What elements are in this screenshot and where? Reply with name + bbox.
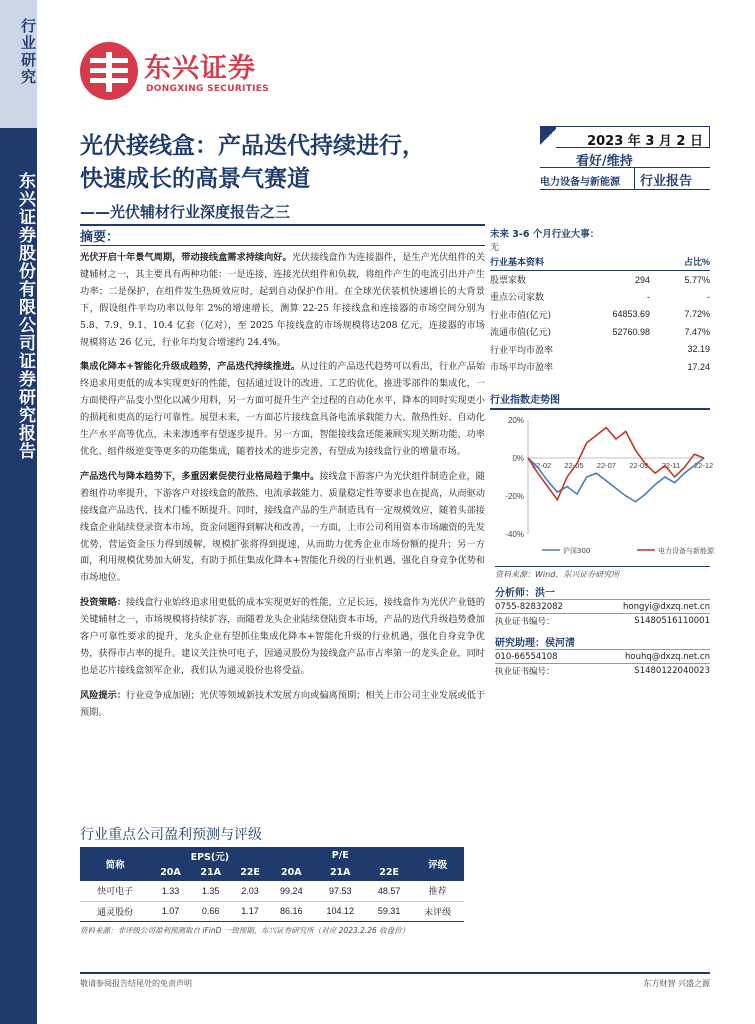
table-row: [490, 306, 710, 324]
x-tick-label: 22-02: [532, 461, 552, 470]
assistant-phone: 010-66554108: [495, 651, 558, 662]
report-subtitle: ——光伏辅材行业深度报告之三: [80, 203, 291, 221]
row-ratio: 17.24: [687, 361, 710, 372]
cell: 0.66: [191, 901, 231, 921]
x-tick-label: 22-09: [629, 461, 649, 470]
report-type: 行业报告: [640, 174, 693, 189]
table-row: [490, 288, 710, 306]
paragraph-text: 从过往的产品迭代趋势可以看出，行业产品始终追求用更低的成本实现更好的性能，包括通过设计的改进、工艺的优化，推进零部件的集成化，一方面使得产品变小型化以减少用料，另一方面可提升生产全过程的自动化水平，降本的同时实现更小的损耗和更高的运行可靠性。展望未来，一方面芯片接线盒具备电流承载能力大、散热性好、自动化生产水平高等优点，未来渗透率有望逐步提升。另一方面，智能接线盒还能兼顾实现关断功能、功率优化、组件级逆变等更多的功能集成，随着技术的进步完善，有望成为接线盒行业的增量市场。: [80, 361, 486, 457]
paragraph-lead: 集成化降本+智能化升级成趋势，产品迭代持续推进。: [80, 361, 301, 373]
analyst-name: 分析师：洪一: [495, 584, 710, 600]
row-label: 市场平均市盈率: [490, 363, 554, 374]
sidebar-top-band: [0, 0, 37, 128]
events-title: 未来 3-6 个月行业大事：: [490, 229, 600, 240]
col-pe: P/E: [269, 847, 411, 864]
abstract-paragraph: [80, 595, 485, 680]
paragraph-text: 接线盒下游客户为光伏组件制造企业，随着组件功率提升，下游客户对接线盒的散热、电流承载能力、质量稳定性等要求也在提高，从而驱动接线盒产品迭代、技术门槛不断提升。同时，接线盒产品的生产制造具有一定规模效应，随着头部接线盒企业陆续登录资本市场，资金问题得到解决和改善，一方面，上市公司利用资本市场融资的先发优势，营运资金压力得到缓解，规模扩张将得到提速，从而助力优秀企业市场份额的提升；另一方面，利用规模优势加大研发，有助于抓住集成化降本+智能化升级的行业机遇，强化自身竞争优势和市场地位。: [80, 470, 485, 584]
cell: 48.57: [367, 881, 411, 901]
basics-table: [490, 253, 710, 376]
table-row: [490, 271, 710, 289]
industry-type-row: [540, 168, 710, 190]
x-tick-label: 22-11: [661, 461, 681, 470]
footer-slogan: 东方财智 兴盛之源: [643, 979, 710, 988]
analyst-email[interactable]: hongyi@dxzq.net.cn: [623, 601, 710, 612]
events-value: 无: [490, 243, 500, 253]
cell: 1.33: [150, 881, 190, 901]
analyst-cert: S1480516110001: [634, 616, 710, 626]
rating-cell: 推荐: [411, 881, 464, 901]
cell: 59.31: [367, 901, 411, 921]
assistant-cert-row: [495, 664, 710, 678]
earnings-table-title: 行业重点公司盈利预测与评级: [80, 827, 262, 843]
cell: 97.53: [313, 881, 367, 901]
report-info-box: [540, 126, 710, 190]
abstract-body: [80, 250, 485, 730]
paragraph-text: 光伏接线盒作为连接器件，是生产光伏组件的关键辅材之一，其主要具有两种功能：一是连接，连接光伏组件和负载，将组件产生的电流引出并产生功率；二是保护，在组件发生热斑效应时，起到自动保护作用。在全球光伏装机快速增长的大背景下，假设组件平均功率以每年 2%的增速增长，测算 22-25 年接线盒和连接器的市场空间分别为 5.8、7.9、9.1、10.4 亿套（亿对），至 2025 年接线盒的市场规模将达208 亿元，连接器的市场规模将达 26 亿元，行业年均复合增速约 24.4%。: [80, 252, 486, 348]
paragraph-lead: 光伏开启十年景气周期，带动接线盒需求持续向好。: [80, 252, 292, 263]
report-title: [80, 130, 530, 196]
company-name: 通灵股份: [80, 901, 150, 921]
industry-rating: 看好/维持: [540, 148, 710, 168]
table-row: [490, 358, 710, 376]
earnings-table-source: 资料来源：非评级公司盈利预测取自 iFinD 一致预期，东兴证券研究所（对应 2023.2.26 收盘价）: [80, 926, 410, 935]
analyst-contact: [495, 600, 710, 614]
row-value: [590, 358, 650, 376]
basics-ratio-header: 占比%: [650, 253, 710, 271]
analyst-cert-label: 执业证书编号：: [495, 617, 555, 627]
industry-basics: [490, 253, 710, 376]
assistant-cert: S1480122040023: [634, 666, 710, 676]
cell: 1.17: [231, 901, 270, 921]
abstract-label: 摘要：: [80, 230, 120, 245]
abstract-divider: [80, 245, 485, 246]
abstract-paragraph: [80, 250, 485, 351]
paragraph-text: 接线盒行业始终追求用更低的成本实现更好的性能，立足长远，接线盒作为光伏产业链的关键辅材之一，市场规模将持续扩容，而随着龙头企业陆续登陆资本市场，产品的迭代升级趋势叠加客户可靠性要求的提升，龙头企业有望抓住集成化降本+智能化升级的行业机遇，强化自身竞争优势，获得市占率的提升。建议关注快可电子，因通灵股份为接线盒产品市占率第一的龙头企业，同时也是芯片接线盒领军企业，我们认为通灵股份也将受益。: [80, 597, 486, 676]
earnings-table: [80, 847, 464, 922]
legend-label: 电力设备与新能源: [658, 547, 714, 555]
row-ratio: 7.47%: [684, 326, 710, 337]
company-report-label: 东兴证券股份有限公司证券研究报告: [15, 172, 35, 460]
industry-events: [490, 226, 710, 253]
row-ratio: 32.19: [687, 344, 710, 355]
logo-english-name: DONGXING SECURITIES: [146, 84, 270, 94]
assistant-cert-label: 执业证书编号：: [495, 667, 555, 677]
x-tick-label: 22-07: [596, 461, 616, 470]
title-divider: [80, 224, 485, 226]
year-header: 22E: [367, 864, 411, 881]
row-value: 52760.98: [612, 326, 650, 337]
y-tick-label: 20%: [507, 416, 524, 425]
col-rating: 评级: [411, 847, 464, 881]
basics-header: [490, 253, 710, 271]
paragraph-lead: 投资策略：: [80, 597, 127, 609]
row-label: 流通市值(亿元): [490, 328, 552, 339]
row-label: 行业平均市盈率: [490, 345, 554, 356]
cell: 2.03: [231, 881, 270, 901]
assistant-email[interactable]: houhq@dxzq.net.cn: [625, 651, 710, 662]
assistant-block: [495, 634, 710, 678]
paragraph-lead: 风险提示：: [80, 689, 127, 701]
x-tick-label: 22-12: [694, 461, 714, 470]
earnings-header-row: [80, 847, 464, 864]
legend-label: 沪深300: [563, 547, 591, 555]
company-logo: [80, 42, 280, 102]
sidebar-bottom-band: [0, 128, 37, 1024]
cell: 99.24: [269, 881, 313, 901]
year-header: 20A: [269, 864, 313, 881]
year-header: 21A: [313, 864, 367, 881]
col-name: 简称: [80, 847, 150, 881]
report-date: 2023 年 3 月 2 日: [540, 126, 710, 148]
x-tick-label: 22-05: [564, 461, 584, 470]
logo-mark-icon: [80, 42, 138, 100]
row-ratio: 5.77%: [684, 274, 710, 285]
y-tick-label: 0%: [512, 454, 524, 463]
disclaimer-note[interactable]: 敬请参阅报告结尾处的免责声明: [80, 979, 192, 988]
chart-title: 行业指数走势图: [490, 391, 710, 410]
footer-divider: [80, 972, 710, 974]
col-eps: EPS(元): [150, 847, 269, 864]
year-header: 21A: [191, 864, 231, 881]
cell: 1.07: [150, 901, 190, 921]
paragraph-text: 行业竞争成加剧；光伏等领域新技术发展方向或偏离预期；相关上市公司主业发展或低于预期。: [80, 689, 486, 718]
report-title-line2: 快速成长的高景气赛道: [80, 166, 310, 192]
abstract-paragraph: [80, 359, 485, 460]
report-title-line1: 光伏接线盒：产品迭代持续进行，: [80, 133, 425, 159]
table-row: [490, 323, 710, 341]
company-name: 快可电子: [80, 881, 150, 901]
report-category-label: 行业研究: [19, 18, 37, 86]
cell: 1.35: [191, 881, 231, 901]
table-row: [80, 881, 464, 901]
y-tick-label: -20%: [505, 492, 524, 501]
abstract-paragraph: [80, 688, 485, 722]
assistant-name: 研究助理：侯河清: [495, 634, 710, 650]
industry-index-chart: [490, 412, 714, 562]
table-row: [490, 341, 710, 359]
basics-title: 行业基本资料: [490, 253, 590, 271]
year-header: 22E: [231, 864, 270, 881]
row-ratio: 7.72%: [684, 309, 710, 320]
rating-cell: 未评级: [411, 901, 464, 921]
row-value: 64853.69: [612, 309, 650, 320]
analyst-cert-row: [495, 614, 710, 628]
row-value: -: [647, 291, 650, 302]
sidebar: [0, 0, 37, 1024]
abstract-paragraph: [80, 469, 485, 587]
row-ratio: -: [707, 291, 710, 302]
row-label: 重点公司家数: [490, 293, 545, 304]
chart-source: 资料来源：Wind、东兴证券研究所: [495, 566, 710, 580]
analyst-phone: 0755-82832082: [495, 601, 563, 612]
cell: 86.16: [269, 901, 313, 921]
industry-name: 电力设备与新能源: [540, 168, 635, 189]
y-tick-label: -40%: [505, 530, 524, 539]
row-value: [590, 341, 650, 359]
row-value: 294: [634, 274, 650, 285]
analyst-block: [495, 584, 710, 628]
table-row: [80, 901, 464, 921]
logo-chinese-name: 东兴证券: [144, 53, 256, 84]
assistant-contact: [495, 650, 710, 664]
row-label: 股票家数: [490, 276, 527, 286]
cell: 104.12: [313, 901, 367, 921]
year-header: 20A: [150, 864, 190, 881]
paragraph-lead: 产品迭代与降本趋势下，多重因素促使行业格局趋于集中。: [80, 470, 320, 482]
row-label: 行业市值(亿元): [490, 310, 552, 321]
